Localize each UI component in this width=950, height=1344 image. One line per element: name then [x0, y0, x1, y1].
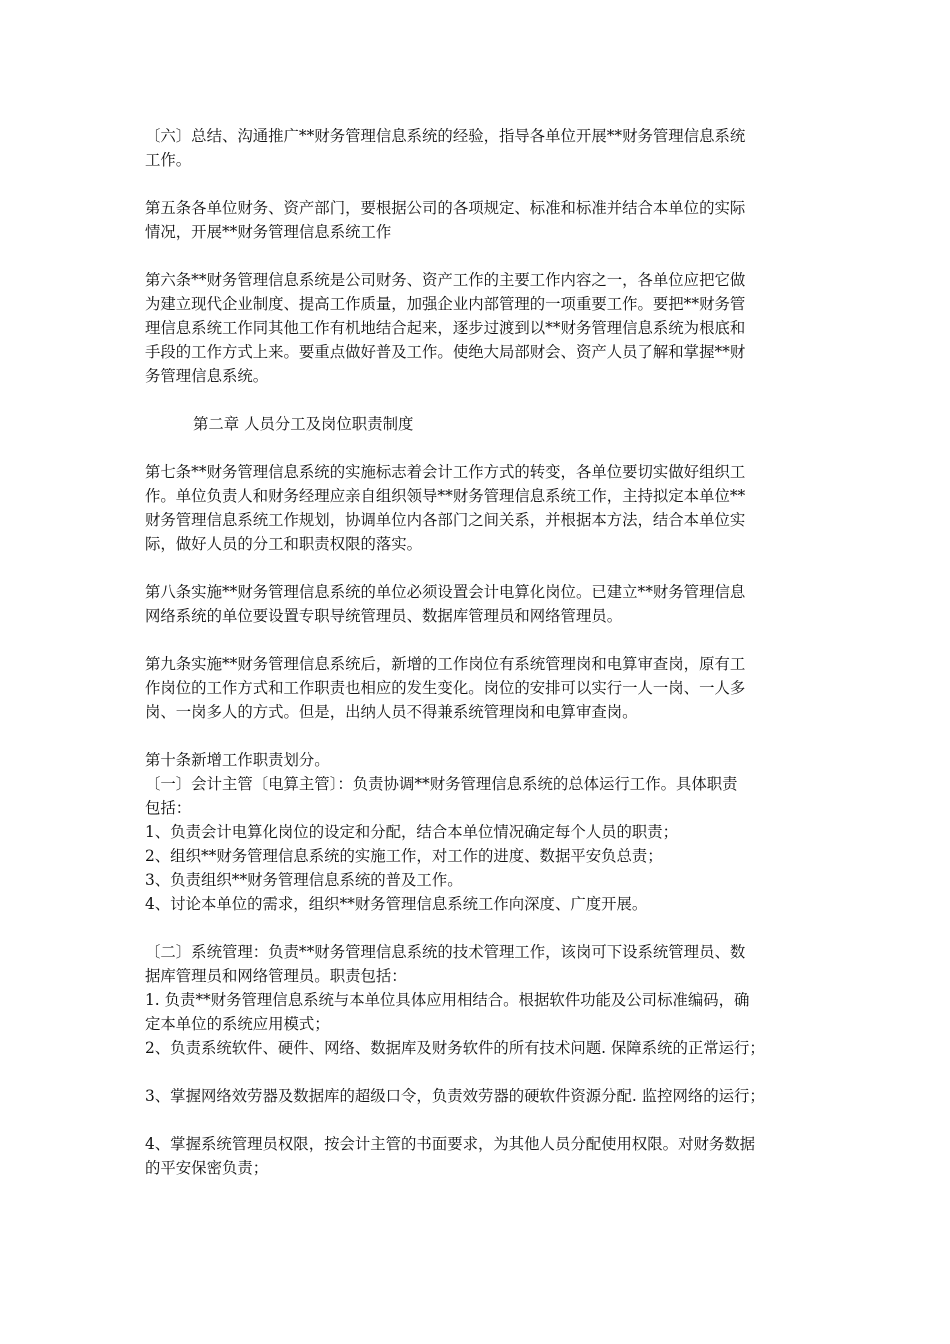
text-line: 第八条实施**财务管理信息系统的单位必须设置会计电算化岗位。已建立**财务管理信息 [145, 583, 746, 601]
text-line: 岗、一岗多人的方式。但是，出纳人员不得兼系统管理岗和电算审查岗。 [145, 703, 638, 721]
paragraph [145, 124, 825, 172]
text-line: 手段的工作方式上来。要重点做好普及工作。使绝大局部财会、资产人员了解和掌握**财 [145, 343, 746, 361]
text-line: 际，做好人员的分工和职责权限的落实。 [145, 535, 423, 553]
text-line: 务管理信息系统。 [145, 367, 269, 385]
paragraph [145, 268, 825, 388]
list-item: 3、负责组织**财务管理信息系统的普及工作。 [145, 871, 463, 889]
text-line: 〔二〕系统管理：负责**财务管理信息系统的技术管理工作，该岗可下设系统管理员、数 [145, 943, 746, 961]
paragraph [145, 940, 825, 1060]
document-page [145, 124, 825, 1180]
text-line: 第九条实施**财务管理信息系统后，新增的工作岗位有系统管理岗和电算审查岗，原有工 [145, 655, 746, 673]
text-line: 第六条**财务管理信息系统是公司财务、资产工作的主要工作内容之一，各单位应把它做 [145, 271, 746, 289]
text-line: 据库管理员和网络管理员。职责包括： [145, 967, 407, 985]
text-line: 网络系统的单位要设置专职导统管理员、数据库管理员和网络管理员。 [145, 607, 623, 625]
text-line: 第十条新增工作职责划分。 [145, 751, 330, 769]
text-line: 的平安保密负责； [145, 1159, 269, 1177]
text-line: 理信息系统工作同其他工作有机地结合起来，逐步过渡到以**财务管理信息系统为根底和 [145, 319, 746, 337]
paragraph [145, 460, 825, 556]
list-item: 1. 负责**财务管理信息系统与本单位具体应用相结合。根据软件功能及公司标准编码，确 [145, 991, 750, 1009]
text-line: 财务管理信息系统工作规划，协调单位内各部门之间关系，并根据本方法，结合本单位实 [145, 511, 746, 529]
paragraph [145, 748, 825, 916]
list-item: 4、掌握系统管理员权限，按会计主管的书面要求，为其他人员分配使用权限。对财务数据 [145, 1135, 756, 1153]
list-item: 2、负责系统软件、硬件、网络、数据库及财务软件的所有技术问题. 保障系统的正常运行； [145, 1039, 765, 1057]
list-item: 4、讨论本单位的需求，组织**财务管理信息系统工作向深度、广度开展。 [145, 895, 648, 913]
list-item: 1、负责会计电算化岗位的设定和分配，结合本单位情况确定每个人员的职责； [145, 823, 679, 841]
text-line: 定本单位的系统应用模式； [145, 1015, 330, 1033]
paragraph [145, 1084, 825, 1108]
text-line: 包括： [145, 799, 192, 817]
text-line: 作岗位的工作方式和工作职责也相应的发生变化。岗位的安排可以实行一人一岗、一人多 [145, 679, 746, 697]
paragraph [145, 1132, 825, 1180]
text-line: 作。单位负责人和财务经理应亲自组织领导**财务管理信息系统工作，主持拟定本单位** [145, 487, 746, 505]
text-line: 第五条各单位财务、资产部门，要根据公司的各项规定、标准和标准并结合本单位的实际 [145, 199, 746, 217]
paragraph [145, 580, 825, 628]
paragraph [145, 196, 825, 244]
text-line: 〔六〕总结、沟通推广**财务管理信息系统的经验，指导各单位开展**财务管理信息系统 [145, 127, 746, 145]
text-line: 第七条**财务管理信息系统的实施标志着会计工作方式的转变，各单位要切实做好组织工 [145, 463, 746, 481]
paragraph [145, 652, 825, 724]
chapter-heading [145, 412, 825, 436]
chapter-title: 第二章 人员分工及岗位职责制度 [193, 415, 414, 433]
list-item: 2、组织**财务管理信息系统的实施工作，对工作的进度、数据平安负总责； [145, 847, 663, 865]
text-line: 为建立现代企业制度、提高工作质量，加强企业内部管理的一项重要工作。要把**财务管 [145, 295, 746, 313]
text-line: 情况，开展**财务管理信息系统工作 [145, 223, 392, 241]
list-item: 3、掌握网络效劳器及数据库的超级口令，负责效劳器的硬软件资源分配. 监控网络的运行； [145, 1087, 765, 1105]
text-line: 〔一〕会计主管〔电算主管〕：负责协调**财务管理信息系统的总体运行工作。具体职责 [145, 775, 738, 793]
text-line: 工作。 [145, 151, 192, 169]
